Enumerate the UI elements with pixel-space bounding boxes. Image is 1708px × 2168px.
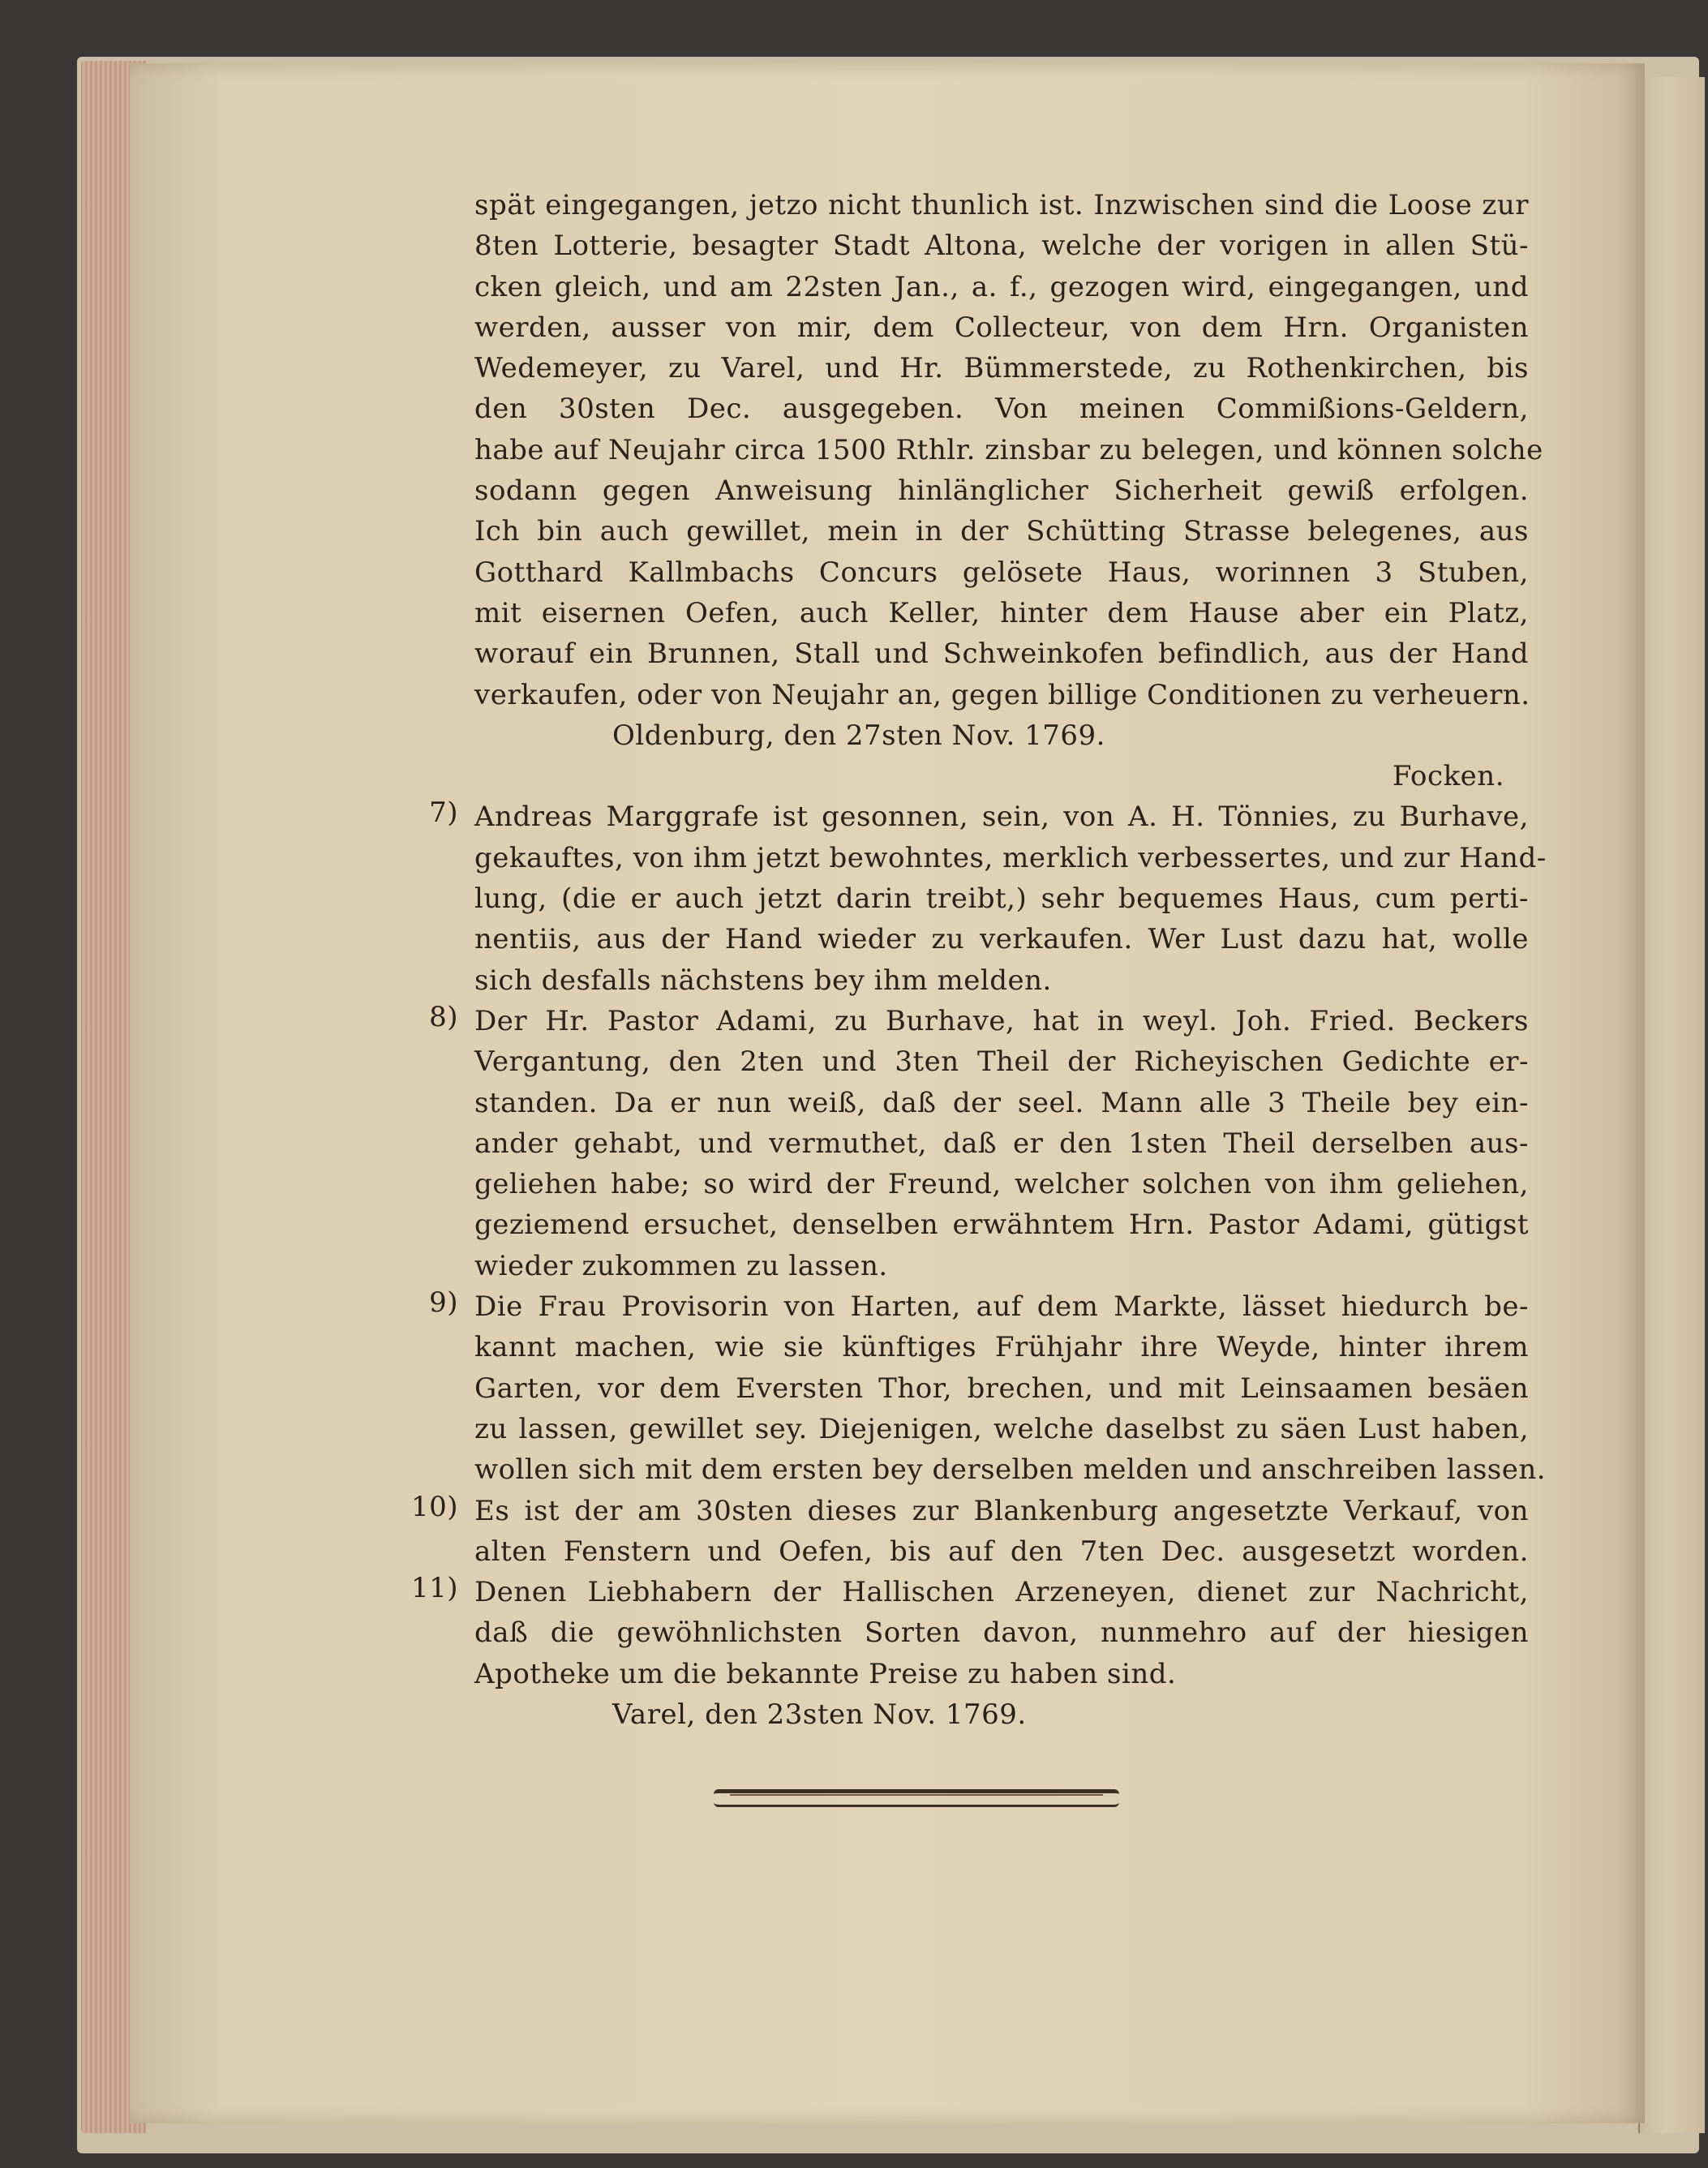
- text-line: Der Hr. Pastor Adami, zu Burhave, hat in weyl. Joh. Fried. Beckers: [474, 1004, 1529, 1037]
- text-line: daß die gewöhnlichsten Sorten davon, nunmehro auf der hiesigen: [474, 1616, 1529, 1650]
- text-line: Gotthard Kallmbachs Concurs gelösete Haus, worinnen 3 Stuben,: [474, 556, 1529, 589]
- text-line: habe auf Neujahr circa 1500 Rthlr. zinsbar zu belegen, und können solche: [474, 433, 1543, 466]
- item-number: 8): [429, 1000, 458, 1033]
- dateline: Oldenburg, den 27sten Nov. 1769.: [612, 719, 1105, 752]
- text-line: mit eisernen Oefen, auch Keller, hinter dem Hause aber ein Platz,: [474, 596, 1529, 629]
- text-line: sodann gegen Anweisung hinlänglicher Sicherheit gewiß erfolgen.: [474, 474, 1529, 508]
- text-line: spät eingegangen, jetzo nicht thunlich ist. Inzwischen sind die Loose zur: [474, 189, 1529, 221]
- ornamental-end-rule: [714, 1789, 1119, 1807]
- notice-item-7: [429, 796, 1547, 1000]
- text-line: Andreas Marggrafe ist gesonnen, sein, von A. H. Tönnies, zu Burhave,: [474, 801, 1529, 834]
- notice-item-11: [410, 1572, 1529, 1735]
- text-line: Es ist der am 30sten dieses zur Blankenburg angesetzte Verkauf, von: [474, 1494, 1529, 1527]
- closing-dateline: Varel, den 23sten Nov. 1769.: [612, 1698, 1027, 1731]
- text-line: nentiis, aus der Hand wieder zu verkaufen. Wer Lust dazu hat, wolle: [474, 923, 1529, 956]
- text-line: Ich bin auch gewillet, mein in der Schütting Strasse belegenes, aus: [474, 515, 1529, 548]
- text-line: standen. Da er nun weiß, daß der seel. Mann alle 3 Theile bey ein-: [474, 1086, 1529, 1119]
- text-line: wollen sich mit dem ersten bey derselben melden und anschreiben lassen.: [474, 1453, 1547, 1487]
- text-line: kannt machen, wie sie künftiges Frühjahr ihre Weyde, hinter ihrem: [474, 1331, 1529, 1364]
- text-line: ander gehabt, und vermuthet, daß er den 1sten Theil derselben aus-: [474, 1127, 1529, 1160]
- ornamental-end-rule-inner: [730, 1794, 1103, 1796]
- text-line: lung, (die er auch jetzt darin treibt,) sehr bequemes Haus, cum perti-: [474, 882, 1529, 916]
- item-number: 9): [429, 1286, 458, 1320]
- text-line: Wedemeyer, zu Varel, und Hr. Bümmerstede, zu Rothenkirchen, bis: [474, 352, 1529, 385]
- signature: Focken.: [1392, 760, 1504, 793]
- text-line: alten Fenstern und Oefen, bis auf den 7ten Dec. ausgesetzt worden.: [474, 1535, 1529, 1568]
- item-number: 11): [410, 1572, 458, 1605]
- text-line: gekauftes, von ihm jetzt bewohntes, merklich verbessertes, und zur Hand-: [474, 841, 1547, 874]
- text-line: Garten, vor dem Eversten Thor, brechen, und mit Leinsaamen besäen: [474, 1372, 1529, 1405]
- facing-page-edge: [1638, 77, 1705, 2133]
- text-line: 8ten Lotterie, besagter Stadt Altona, welche der vorigen in allen Stü-: [474, 230, 1529, 263]
- item-number: 10): [410, 1490, 458, 1523]
- text-line: sich desfalls nächstens bey ihm melden.: [474, 964, 1052, 997]
- text-line: cken gleich, und am 22sten Jan., a. f., gezogen wird, eingegangen, und: [474, 270, 1529, 303]
- text-line: den 30sten Dec. ausgegeben. Von meinen Commißions-Geldern,: [474, 393, 1529, 426]
- item-number: 7): [429, 796, 458, 830]
- text-line: Denen Liebhabern der Hallischen Arzeneyen, dienet zur Nachricht,: [474, 1576, 1529, 1609]
- text-line: Apotheke um die bekannte Preise zu haben sind.: [474, 1657, 1177, 1690]
- page-text: [410, 185, 1547, 1735]
- text-line: geliehen habe; so wird der Freund, welcher solchen von ihm geliehen,: [474, 1168, 1529, 1201]
- text-line: werden, ausser von mir, dem Collecteur, von dem Hrn. Organisten: [474, 311, 1529, 344]
- text-line: Die Frau Provisorin von Harten, auf dem Markte, lässet hiedurch be-: [474, 1290, 1529, 1324]
- intro-paragraph: [474, 185, 1543, 796]
- text-line: verkaufen, oder von Neujahr an, gegen billige Conditionen zu verheuern.: [474, 678, 1530, 711]
- text-line: zu lassen, gewillet sey. Diejenigen, welche daselbst zu säen Lust haben,: [474, 1412, 1529, 1445]
- notice-item-8: [429, 1000, 1529, 1286]
- notice-item-10: [410, 1490, 1529, 1573]
- text-line: worauf ein Brunnen, Stall und Schweinkofen befindlich, aus der Hand: [474, 638, 1529, 671]
- text-line: geziemend ersuchet, denselben erwähntem Hrn. Pastor Adami, gütigst: [474, 1208, 1529, 1242]
- text-line: wieder zukommen zu lassen.: [474, 1249, 888, 1282]
- text-line: Vergantung, den 2ten und 3ten Theil der Richeyischen Gedichte er-: [474, 1045, 1529, 1079]
- notice-item-9: [429, 1286, 1547, 1490]
